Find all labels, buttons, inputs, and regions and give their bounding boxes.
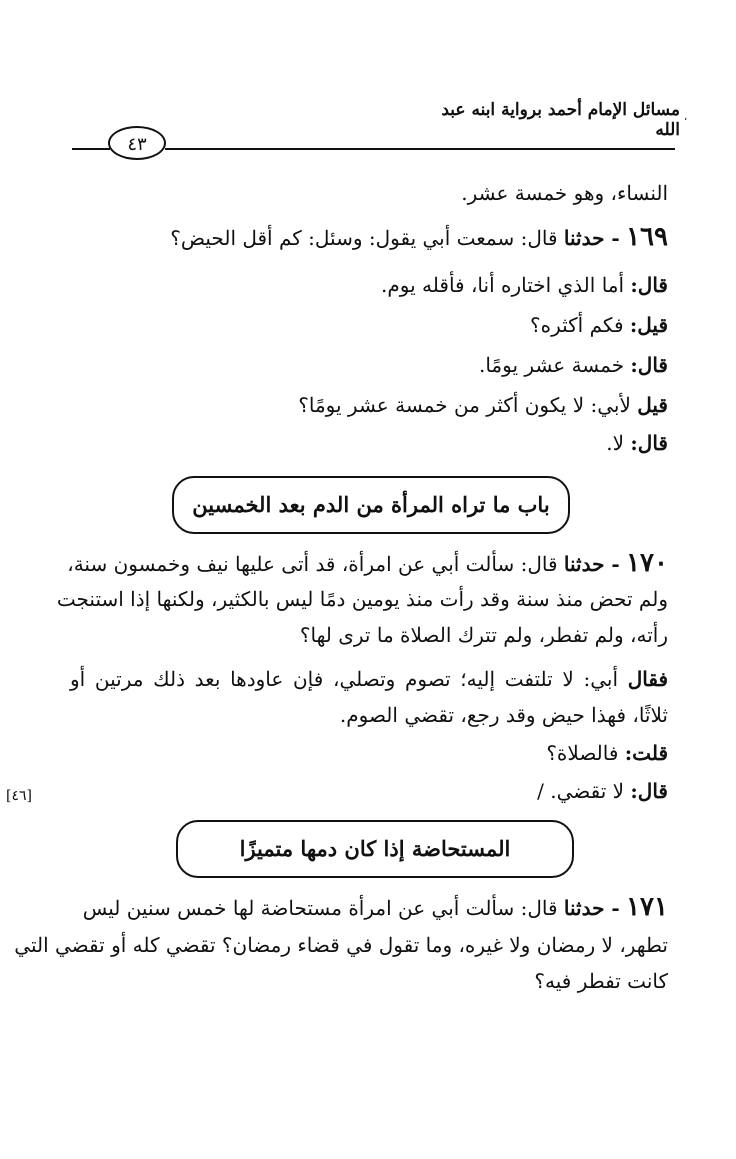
hadith-text: قال: سألت أبي عن امرأة، قد أتى عليها نيف وخمسون سنة، <box>67 552 558 576</box>
text-line-content: النساء، وهو خمسة عشر. <box>461 181 668 205</box>
header-rule-right <box>165 148 675 150</box>
hadith-text: قال: سمعت أبي يقول: وسئل: كم أقل الحيض؟ <box>170 226 558 250</box>
dialogue-line <box>479 350 668 380</box>
speaker-label: قال: <box>630 431 668 455</box>
speaker-label: قال: <box>630 273 668 297</box>
printer-mark: ، <box>684 112 688 123</box>
dialogue-line <box>606 428 668 458</box>
dialogue-text: أما الذي اختاره أنا، فأقله يوم. <box>381 273 625 297</box>
dialogue-line <box>546 738 668 768</box>
text-line: رأته، ولم تفطر، ولم تترك الصلاة ما ترى لها؟ <box>299 623 668 647</box>
speaker-label: قال: <box>630 779 668 803</box>
text-line: ولم تحض منذ سنة وقد رأت منذ يومين دمًا ليس بالكثير، ولكنها إذا استنجت <box>56 587 668 611</box>
hadith-number: ١٦٩ <box>626 222 668 252</box>
speaker-label: فقال <box>627 667 669 691</box>
hadith-keyword: - حدثنا <box>563 226 620 250</box>
margin-page-note: [٤٦] <box>6 788 32 804</box>
hadith-keyword: - حدثنا <box>563 896 620 920</box>
dialogue-line <box>70 664 668 694</box>
dialogue-text: فالصلاة؟ <box>546 741 619 765</box>
text-line: تطهر، لا رمضان ولا غيره، وما تقول في قضاء رمضان؟ تقضي كله أو تقضي التي <box>14 933 668 957</box>
hadith-170-line <box>67 548 668 579</box>
speaker-label: قلت: <box>624 741 668 765</box>
dialogue-text: لا تقضي. / <box>537 779 625 803</box>
hadith-text: قال: سألت أبي عن امرأة مستحاضة لها خمس سنين ليس <box>82 896 558 920</box>
dialogue-line <box>381 270 668 300</box>
running-title: مسائل الإمام أحمد برواية ابنه عبد الله <box>441 100 680 140</box>
hadith-171-line <box>83 892 668 923</box>
section-heading: باب ما تراه المرأة من الدم بعد الخمسين <box>172 476 570 534</box>
hadith-number: ١٧٠ <box>626 548 668 578</box>
dialogue-line <box>530 310 668 340</box>
page-number: ٤٣ <box>108 126 166 160</box>
text-line: كانت تفطر فيه؟ <box>534 969 668 993</box>
text-line: ثلاثًا، فهذا حيض وقد رجع، تقضي الصوم. <box>339 703 668 727</box>
hadith-number: ١٧١ <box>626 892 668 922</box>
dialogue-text: خمسة عشر يومًا. <box>478 353 625 377</box>
header-rule-left <box>72 148 110 150</box>
speaker-label: قال: <box>630 353 668 377</box>
dialogue-text: فكم أكثره؟ <box>530 313 624 337</box>
dialogue-line <box>537 776 668 806</box>
dialogue-text: لا. <box>606 431 625 455</box>
text-line <box>461 178 668 208</box>
section-heading: المستحاضة إذا كان دمها متميزًا <box>176 820 574 878</box>
hadith-keyword: - حدثنا <box>563 552 620 576</box>
speaker-label: قيل: <box>629 313 668 337</box>
dialogue-text: أبي: لا تلتفت إليه؛ تصوم وتصلي، فإن عاودها بعد ذلك مرتين أو <box>70 667 619 691</box>
hadith-169-line <box>170 222 668 253</box>
dialogue-text: لأبي: لا يكون أكثر من خمسة عشر يومًا؟ <box>298 393 631 417</box>
speaker-label: قيل <box>637 393 668 417</box>
dialogue-line <box>298 390 668 420</box>
